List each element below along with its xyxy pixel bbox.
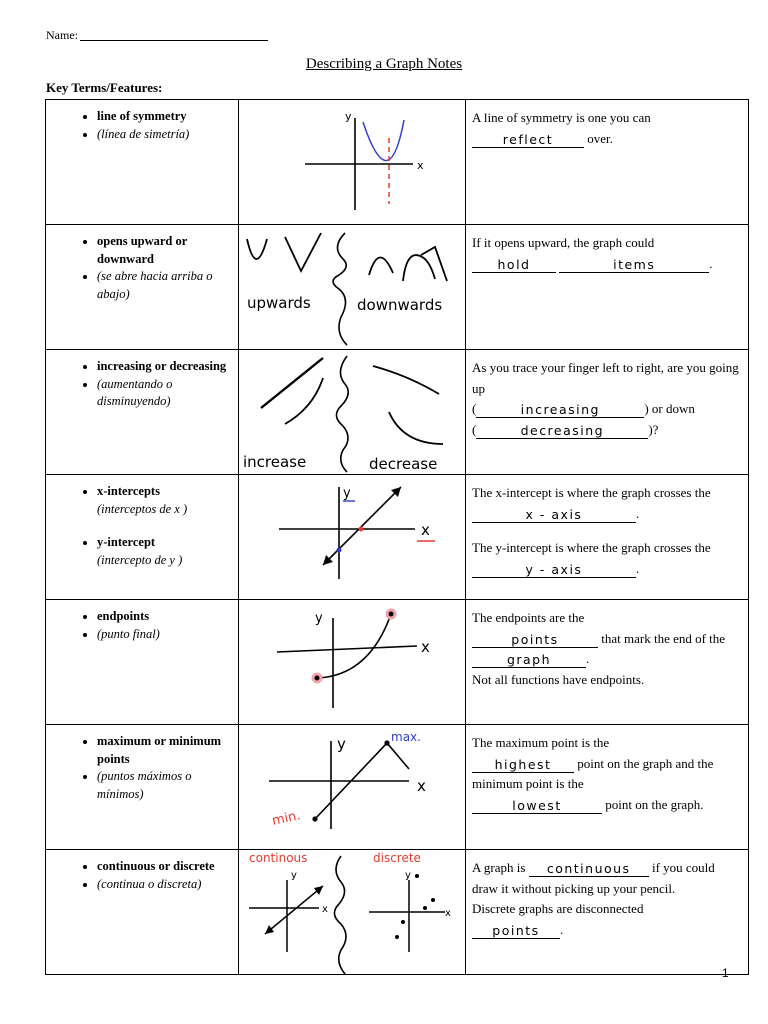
table-row [46, 725, 749, 850]
description-cell [466, 100, 749, 225]
term-item: • opens upward or downward [97, 233, 234, 268]
min-label: min. [270, 808, 302, 829]
terms-cell [46, 350, 239, 475]
term-translation: • (aumentando o disminuyendo) [97, 376, 234, 411]
term-list [46, 358, 238, 411]
sketch-cell [239, 725, 466, 850]
sketch-cell [239, 225, 466, 350]
sketch-label: decrease [369, 455, 438, 473]
description-cell: The x-intercept is where the graph crosses the x - axis . The y-intercept is where the graph crosses the y - axis . [466, 475, 749, 600]
notes-table [45, 99, 749, 975]
open-direction-sketch [239, 225, 465, 349]
sketch-cell [239, 350, 466, 475]
endpoints-sketch [239, 600, 465, 724]
term-item: • maximum or minimum points [97, 733, 234, 768]
table-row [46, 850, 749, 975]
page-number: 1 [722, 966, 729, 980]
axis-label-x: x [417, 159, 424, 172]
desc-text: if you could draw it without picking up your pencil. [472, 860, 715, 896]
fill-blank: y - axis [472, 563, 636, 578]
term-translation: • (punto final) [97, 626, 234, 644]
term-item: • endpoints [97, 608, 234, 626]
axis-label-y: y [343, 486, 351, 501]
axis-label-x: x [421, 521, 430, 539]
term-list [46, 233, 238, 303]
fill-blank: continuous [529, 862, 649, 877]
desc-text: )? [648, 421, 659, 437]
terms-cell [46, 100, 239, 225]
discrete-label: discrete [373, 851, 421, 865]
axis-label-x: x [322, 904, 328, 915]
name-line [46, 28, 268, 43]
table-row [46, 225, 749, 350]
desc-text: The endpoints are the [472, 610, 585, 625]
continuous-discrete-sketch [239, 850, 465, 974]
desc-text: that mark the end of the [601, 630, 726, 646]
fill-blank: graph [472, 653, 586, 668]
description-cell [466, 725, 749, 850]
fill-blank: increasing [476, 403, 644, 418]
term-item: • x-intercepts [97, 483, 234, 501]
term-list [46, 108, 238, 143]
term-translation: • (se abre hacia arriba o abajo) [97, 268, 234, 303]
description-cell [466, 225, 749, 350]
term-translation: • (línea de simetría) [97, 126, 234, 144]
key-terms-heading: Key Terms/Features: [46, 80, 163, 95]
name-label: Name: [46, 28, 78, 42]
fill-blank: points [472, 924, 560, 939]
page-title: Describing a Graph Notes [305, 56, 463, 72]
fill-blank: x - axis [472, 508, 636, 523]
fill-blank: decreasing [476, 424, 648, 439]
axis-label-y: y [337, 735, 346, 753]
sketch-label: increase [243, 453, 307, 471]
term-translation: • (continua o discreta) [97, 876, 234, 894]
sketch-cell [239, 850, 466, 975]
axis-label-y: y [405, 870, 411, 881]
desc-text: The maximum point is the [472, 735, 610, 750]
terms-cell [46, 475, 239, 600]
axis-label-y: y [315, 611, 323, 626]
term-list [46, 858, 238, 893]
continuous-label: continous [249, 851, 308, 865]
term-translation: • (puntos máximos o mínimos) [97, 768, 234, 803]
fill-blank: items [559, 258, 709, 273]
intercepts-sketch [239, 475, 465, 599]
description-cell: A graph is continuous if you could draw it without picking up your pencil. Discrete graphs are disconnected points . [466, 850, 749, 975]
terms-cell [46, 850, 239, 975]
desc-text: Not all functions have endpoints. [472, 671, 645, 687]
table-row [46, 600, 749, 725]
sketch-label: upwards [247, 294, 311, 312]
fill-blank: lowest [472, 799, 602, 814]
term-item: • y-intercept [97, 534, 234, 552]
axis-label-x: x [417, 777, 426, 795]
desc-text: point on the graph and the minimum point is the [472, 755, 714, 791]
axis-label-x: x [445, 908, 451, 919]
name-blank[interactable] [80, 40, 268, 41]
terms-cell [46, 225, 239, 350]
desc-text: over. [587, 130, 613, 146]
term-list [46, 733, 238, 803]
description-cell: As you trace your finger left to right, are you going up ( increasing ) or down ( decreasing )? [466, 350, 749, 475]
desc-text: point on the graph. [605, 796, 704, 812]
axis-label-y: y [291, 870, 297, 881]
desc-text: The y-intercept is where the graph crosses the [472, 540, 711, 555]
sketch-cell [239, 100, 466, 225]
term-item: • increasing or decreasing [97, 358, 234, 376]
desc-text: ) or down [644, 401, 695, 416]
max-min-sketch [239, 725, 465, 849]
table-row [46, 475, 749, 600]
desc-text: As you trace your finger left to right, are you going up [472, 360, 739, 396]
description-cell: The endpoints are the points that mark the end of the graph . Not all functions have endpoints. [466, 600, 749, 725]
desc-text: A line of symmetry is one you can [472, 110, 651, 125]
axis-label-y: y [345, 110, 352, 123]
term-item: • continuous or discrete [97, 858, 234, 876]
fill-blank: reflect [472, 133, 584, 148]
increase-decrease-sketch [239, 350, 465, 474]
term-translation: (interceptos de x ) [97, 501, 188, 516]
desc-text: If it opens upward, the graph could [472, 235, 655, 250]
desc-text: The x-intercept is where the graph crosses the [472, 485, 711, 500]
sketch-cell [239, 600, 466, 725]
desc-text: . [709, 255, 713, 271]
desc-text: Discrete graphs are disconnected [472, 901, 644, 916]
term-list [46, 608, 238, 643]
fill-blank: points [472, 633, 598, 648]
term-list [46, 483, 238, 569]
term-item: • line of symmetry [97, 108, 234, 126]
table-row [46, 100, 749, 225]
terms-cell [46, 600, 239, 725]
symmetry-sketch [239, 100, 465, 224]
desc-text: A graph is [472, 860, 526, 875]
terms-cell [46, 725, 239, 850]
fill-blank: highest [472, 758, 574, 773]
max-label: max. [391, 730, 421, 744]
sketch-cell [239, 475, 466, 600]
fill-blank: hold [472, 258, 556, 273]
sketch-label: downwards [357, 296, 443, 314]
axis-label-x: x [421, 638, 430, 656]
term-translation: (intercepto de y ) [97, 552, 183, 567]
table-row [46, 350, 749, 475]
